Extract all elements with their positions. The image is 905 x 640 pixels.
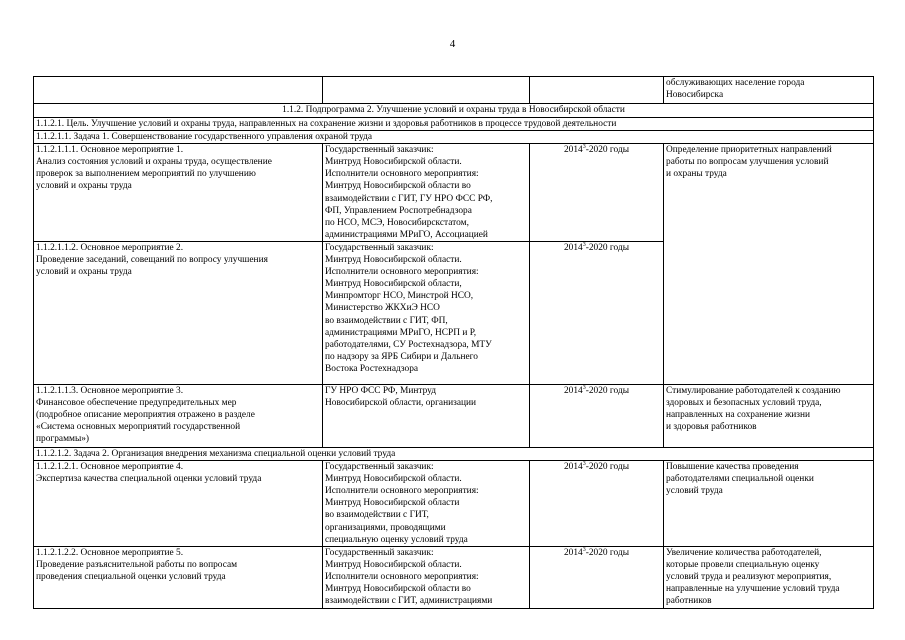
section-heading-row: [34, 131, 874, 144]
section-heading-row: [34, 118, 874, 131]
page-number: 4: [449, 38, 456, 50]
cell-text-line: условий и охраны труда: [36, 267, 132, 278]
cell-text-line: работы по вопросам улучшения условий: [666, 157, 829, 168]
period-start-year: 2014: [563, 547, 583, 558]
cell-text-line: направленные на улучшение условий труда: [666, 583, 840, 594]
table-row: [34, 384, 874, 447]
table-row: [34, 461, 874, 547]
result-cell: [664, 77, 874, 104]
activity-cell: [34, 77, 323, 104]
result-cell: [664, 546, 874, 608]
cell-text-line: Исполнители основного мероприятия:: [325, 486, 479, 497]
cell-text-line: здоровых и безопасных условий труда,: [666, 398, 822, 409]
cell-text-line: (подробное описание мероприятия отражено в разделе: [36, 410, 255, 421]
cell-text-line: Увеличение количества работодателей,: [666, 547, 822, 558]
result-cell: [664, 461, 874, 547]
cell-text-line: Минтруд Новосибирской области.: [325, 255, 462, 266]
cell-text-line: взаимодействии с ГИТ, администрациями: [325, 596, 493, 607]
cell-text-line: направленных на сохранение жизни: [666, 410, 811, 421]
cell-text-line: Минтруд Новосибирской области во: [325, 583, 471, 594]
cell-text-line: проверок за выполнением мероприятий по улучшению: [36, 169, 256, 180]
activity-cell: [34, 384, 323, 447]
table-row: [34, 77, 874, 104]
section-heading: 1.1.2.1.1. Задача 1. Совершенствование государственного управления охраной труда: [34, 131, 874, 144]
cell-text-line: специальную оценку условий труда: [325, 534, 468, 545]
cell-text-line: «Система основных мероприятий государственной: [36, 422, 241, 433]
cell-text-line: по надзору за ЯРБ Сибири и Дальнего: [325, 351, 478, 362]
cell-text-line: Исполнители основного мероприятия:: [325, 267, 479, 278]
period-start-year: 2014: [563, 385, 583, 396]
cell-text-line: Повышение качества проведения: [666, 462, 799, 473]
cell-text-line: которые провели специальную оценку: [666, 559, 820, 570]
section-heading: 1.1.2. Подпрограмма 2. Улучшение условий и охраны труда в Новосибирской области: [34, 104, 874, 118]
section-heading-row: [34, 104, 874, 118]
cell-text-line: условий и охраны труда: [36, 181, 132, 192]
activity-cell: [34, 241, 323, 384]
period-cell: [530, 77, 664, 104]
cell-text-line: 1.1.2.1.1.1. Основное мероприятие 1.: [36, 145, 184, 156]
cell-text-line: Востока Ростехнадзора: [325, 363, 419, 374]
responsible-cell: [323, 461, 530, 547]
cell-text-line: 1.1.2.1.2.1. Основное мероприятие 4.: [36, 462, 184, 473]
cell-text-line: Минтруд Новосибирской области,: [325, 279, 462, 290]
activity-cell: [34, 461, 323, 547]
cell-text-line: Государственный заказчик:: [325, 145, 434, 156]
cell-text-line: и охраны труда: [666, 169, 727, 180]
responsible-cell: [323, 241, 530, 384]
cell-text-line: Проведение заседаний, совещаний по вопросу улучшения: [36, 255, 268, 266]
cell-text-line: Финансовое обеспечение предупредительных мер: [36, 398, 237, 409]
cell-text-line: по НСО, МСЭ, Новосибирскстатом,: [325, 217, 469, 228]
period-end: -2020 годы: [585, 462, 630, 473]
cell-text-line: программы»): [36, 434, 90, 445]
cell-text-line: 1.1.2.1.2.2. Основное мероприятие 5.: [36, 547, 184, 558]
cell-text-line: Анализ состояния условий и охраны труда, осуществление: [36, 157, 272, 168]
cell-text-line: работодателями, СУ Ростехнадзора, МТУ: [325, 339, 492, 350]
period-end: -2020 годы: [585, 547, 630, 558]
cell-text-line: условий труда: [666, 486, 723, 497]
activity-cell: [34, 546, 323, 608]
cell-text-line: Новосибирской области, организации: [325, 398, 477, 409]
cell-text-line: проведения специальной оценки условий труда: [36, 571, 226, 582]
cell-text-line: Государственный заказчик:: [325, 462, 434, 473]
cell-text-line: во взаимодействии с ГИТ,: [325, 510, 429, 521]
cell-text-line: Минтруд Новосибирской области во: [325, 181, 471, 192]
cell-text-line: Стимулирование работодателей к созданию: [666, 385, 841, 396]
cell-text-line: Исполнители основного мероприятия:: [325, 169, 479, 180]
cell-text-line: 1.1.2.1.1.3. Основное мероприятие 3.: [36, 385, 184, 396]
result-cell: [664, 384, 874, 447]
cell-text-line: ФП, Управлением Роспотребнадзора: [325, 205, 472, 216]
cell-text-line: взаимодействии с ГИТ, ГУ НРО ФСС РФ,: [325, 193, 493, 204]
cell-text-line: условий труда и реализуют мероприятия,: [666, 571, 832, 582]
period-start-year: 2014: [563, 145, 583, 156]
cell-text-line: Государственный заказчик:: [325, 242, 434, 253]
responsible-cell: [323, 144, 530, 242]
cell-text-line: Экспертиза качества специальной оценки условий труда: [36, 474, 262, 485]
program-activities-table: [33, 76, 874, 609]
cell-text-line: во взаимодействии с ГИТ, ФП,: [325, 315, 448, 326]
cell-text-line: Минтруд Новосибирской области: [325, 498, 460, 509]
period-cell: [530, 144, 664, 242]
cell-text-line: Новосибирска: [666, 90, 724, 101]
cell-text-line: Министерство ЖКХиЭ НСО: [325, 303, 440, 314]
cell-text-line: работников: [666, 596, 712, 607]
table-row: [34, 144, 874, 242]
section-heading: 1.1.2.1.2. Задача 2. Организация внедрения механизма специальной оценки условий труда: [34, 447, 874, 460]
cell-text-line: работодателями специальной оценки: [666, 474, 814, 485]
cell-text-line: Проведение разъяснительной работы по вопросам: [36, 559, 238, 570]
cell-text-line: Минтруд Новосибирской области.: [325, 559, 462, 570]
period-footnote-mark: 3: [582, 384, 586, 391]
responsible-cell: [323, 546, 530, 608]
section-heading: 1.1.2.1. Цель. Улучшение условий и охраны труда, направленных на сохранение жизни и здоровья работников в процессе трудовой деятельности: [34, 118, 874, 131]
period-footnote-mark: 3: [582, 241, 586, 248]
cell-text-line: ГУ НРО ФСС РФ, Минтруд: [325, 385, 437, 396]
period-cell: [530, 384, 664, 447]
cell-text-line: Государственный заказчик:: [325, 547, 434, 558]
responsible-cell: [323, 77, 530, 104]
result-cell: [664, 144, 874, 385]
period-cell: [530, 461, 664, 547]
period-cell: [530, 241, 664, 384]
period-end: -2020 годы: [585, 385, 630, 396]
activity-cell: [34, 144, 323, 242]
period-end: -2020 годы: [585, 145, 630, 156]
section-heading-row: [34, 447, 874, 460]
period-footnote-mark: 3: [582, 460, 586, 467]
period-start-year: 2014: [563, 242, 583, 253]
period-footnote-mark: 3: [582, 144, 586, 151]
cell-text-line: Минпромторг НСО, Минстрой НСО,: [325, 291, 474, 302]
cell-text-line: 1.1.2.1.1.2. Основное мероприятие 2.: [36, 242, 184, 253]
table-row: [34, 546, 874, 608]
cell-text-line: Минтруд Новосибирской области.: [325, 474, 462, 485]
cell-text-line: администрациями МРиГО, Ассоциацией: [325, 229, 488, 240]
period-end: -2020 годы: [585, 242, 630, 253]
cell-text-line: организациями, проводящими: [325, 522, 446, 533]
cell-text-line: Минтруд Новосибирской области.: [325, 157, 462, 168]
period-start-year: 2014: [563, 462, 583, 473]
cell-text-line: администрациями МРиГО, НСРП и Р,: [325, 327, 477, 338]
period-footnote-mark: 3: [582, 546, 586, 553]
responsible-cell: [323, 384, 530, 447]
cell-text-line: обслуживающих население города: [666, 78, 805, 88]
cell-text-line: Определение приоритетных направлений: [666, 145, 832, 156]
cell-text-line: Исполнители основного мероприятия:: [325, 571, 479, 582]
period-cell: [530, 546, 664, 608]
cell-text-line: и здоровья работников: [666, 422, 757, 433]
